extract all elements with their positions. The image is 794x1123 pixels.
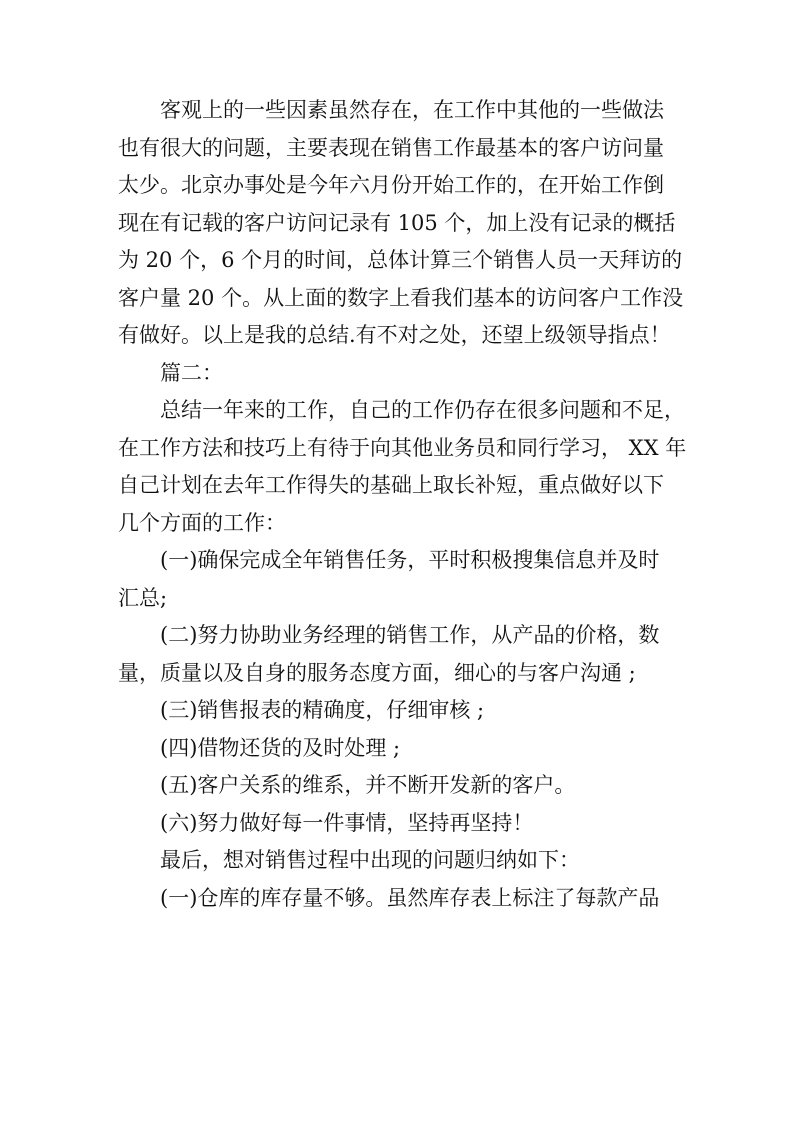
text-line: 汇总;	[118, 585, 168, 610]
text-line: (三)销售报表的精确度，仔细审核 ;	[160, 698, 485, 722]
text-line: 也有很大的问题，主要表现在销售工作最基本的客户访问量	[118, 135, 664, 160]
paragraph-problems-intro	[118, 842, 688, 880]
document-page	[118, 92, 688, 917]
list-item-one	[118, 542, 688, 617]
list-item-four	[118, 730, 688, 768]
list-item-six	[118, 805, 688, 843]
text-line: (五)客户关系的维系，并不断开发新的客户。	[160, 773, 576, 797]
text-line: 最后，想对销售过程中出现的问题归纳如下：	[160, 848, 580, 872]
text-line: (一)仓库的库存量不够。虽然库存表上标注了每款产品	[160, 885, 660, 910]
text-line: 客户量 20 个。从上面的数字上看我们基本的访问客户工作没	[118, 285, 684, 310]
text-line: 有做好。以上是我的总结.有不对之处，还望上级领导指点！	[118, 323, 671, 347]
text-line: 在工作方法和技巧上有待于向其他业务员和同行学习， XX 年	[118, 435, 687, 460]
text-line: 几个方面的工作：	[118, 510, 286, 535]
text-line: (二)努力协助业务经理的销售工作，从产品的价格，数	[160, 623, 660, 647]
section-heading-part-two	[118, 355, 688, 393]
text-line: 太少。北京办事处是今年六月份开始工作的，在开始工作倒	[118, 173, 664, 197]
text-line: 总结一年来的工作，自己的工作仍存在很多问题和不足，	[160, 398, 685, 422]
text-line: (四)借物还货的及时处理 ;	[160, 735, 401, 760]
list-item-three	[118, 692, 688, 730]
list-item-five	[118, 767, 688, 805]
text-line: 现在有记载的客户访问记录有 105 个，加上没有记录的概括	[118, 210, 676, 235]
text-line: 自己计划在去年工作得失的基础上取长补短，重点做好以下	[118, 473, 664, 497]
paragraph-summary-visits	[118, 92, 688, 355]
text-line: 量，质量以及自身的服务态度方面，细心的与客户沟通 ;	[118, 660, 636, 685]
text-line: 为 20 个，6 个月的时间，总体计算三个销售人员一天拜访的	[118, 248, 683, 272]
problem-item-one	[118, 880, 688, 918]
text-line: 篇二：	[160, 360, 223, 385]
paragraph-year-summary	[118, 392, 688, 542]
text-line: (一)确保完成全年销售任务，平时积极搜集信息并及时	[160, 548, 660, 572]
text-line: (六)努力做好每一件事情，坚持再坚持！	[160, 810, 534, 835]
text-line: 客观上的一些因素虽然存在，在工作中其他的一些做法	[160, 98, 664, 122]
list-item-two	[118, 617, 688, 692]
